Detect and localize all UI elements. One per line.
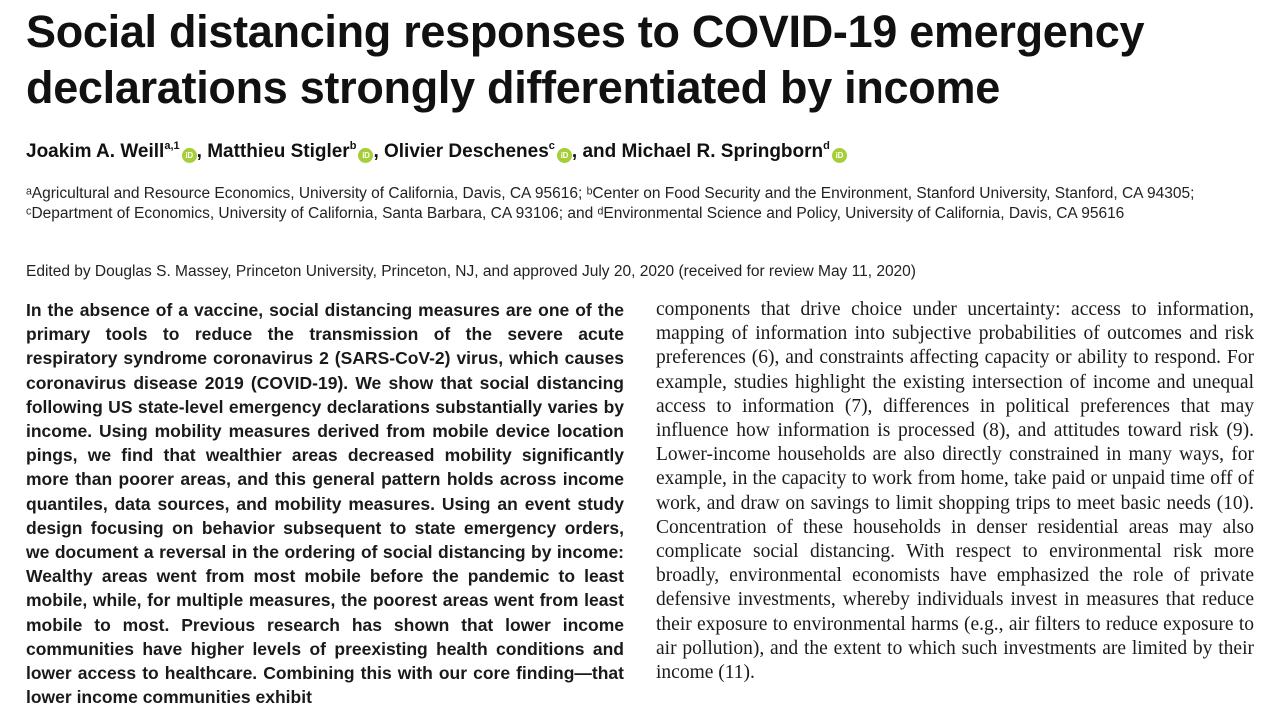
author[interactable]: Matthieu Stigler$^b$: [207, 140, 357, 162]
orcid-icon[interactable]: iD: [557, 148, 572, 163]
orcid-icon[interactable]: iD: [832, 148, 847, 163]
orcid-icon[interactable]: iD: [182, 148, 197, 163]
body-text-column: components that drive choice under uncertainty: access to information, mapping of information into subjective probabilities of outcomes and risk preferences (6), and constraints affecting capacity or ability to respond. For example, studies highlight the existing intersection of income and unequal access to information (7), differences in political preferences that may influence how information is processed (8), and attitudes toward risk (9). Lower-income households are also directly constrained in many ways, for example, in the capacity to work from home, take paid or unpaid time off of work, and draw on savings to limit shopping trips to meet basic needs (10). Concentration of these households in denser residential areas may also complicate social distancing. With respect to environmental risk more broadly, environmental economists have emphasized the role of private defensive investments, whereby individuals invest in measures that reduce their exposure to environmental harms (e.g., air filters to reduce exposure to air pollution), and the extent to which such investments are limited by their income (11).: [656, 299, 1254, 684]
edited-by-line: Edited by Douglas S. Massey, Princeton University, Princeton, NJ, and approved July 20, 2020 (received for review May 11, 2020): [26, 263, 916, 280]
author[interactable]: Joakim A. Weill$^{a,1}$: [26, 140, 180, 162]
orcid-icon[interactable]: iD: [358, 148, 373, 163]
author[interactable]: Michael R. Springborn$^d$: [621, 140, 830, 162]
author[interactable]: Olivier Deschenes$^c$: [384, 140, 555, 162]
author-list: Joakim A. Weill$^{a,1}$iD , Matthieu Stigler$^b$iD , Olivier Deschenes$^c$iD , and Michael R. Springborn$^d$iD: [26, 138, 1256, 166]
affiliations: ᵃAgricultural and Resource Economics, University of California, Davis, CA 95616; ᵇCenter on Food Security and the Environment, Stanford University, Stanford, CA 94305; ᶜDepartment of Economics, University of California, Santa Barbara, CA 93106; and ᵈEnvironmental Science and Policy, University of California, Davis, CA 95616: [26, 185, 1195, 222]
abstract-column: In the absence of a vaccine, social distancing measures are one of the primary tools to reduce the transmission of the severe acute respiratory syndrome coronavirus 2 (SARS-CoV-2) virus, which causes coronavirus disease 2019 (COVID-19). We show that social distancing following US state-level emergency declarations substantially varies by income. Using mobility measures derived from mobile device location pings, we find that wealthier areas decreased mobility significantly more than poorer areas, and this general pattern holds across income quantiles, data sources, and mobility measures. Using an event study design focusing on behavior subsequent to state emergency orders, we document a reversal in the ordering of social distancing by income: Wealthy areas went from most mobile before the pandemic to least mobile, while, for multiple measures, the poorest areas went from least mobile to most. Previous research has shown that lower income communities have higher levels of preexisting health conditions and lower access to healthcare. Combining this with our core finding—that lower income communities exhibit: [26, 300, 624, 708]
article-title: Social distancing responses to COVID-19 emergency declarations strongly differentiated by income: [26, 6, 1145, 113]
